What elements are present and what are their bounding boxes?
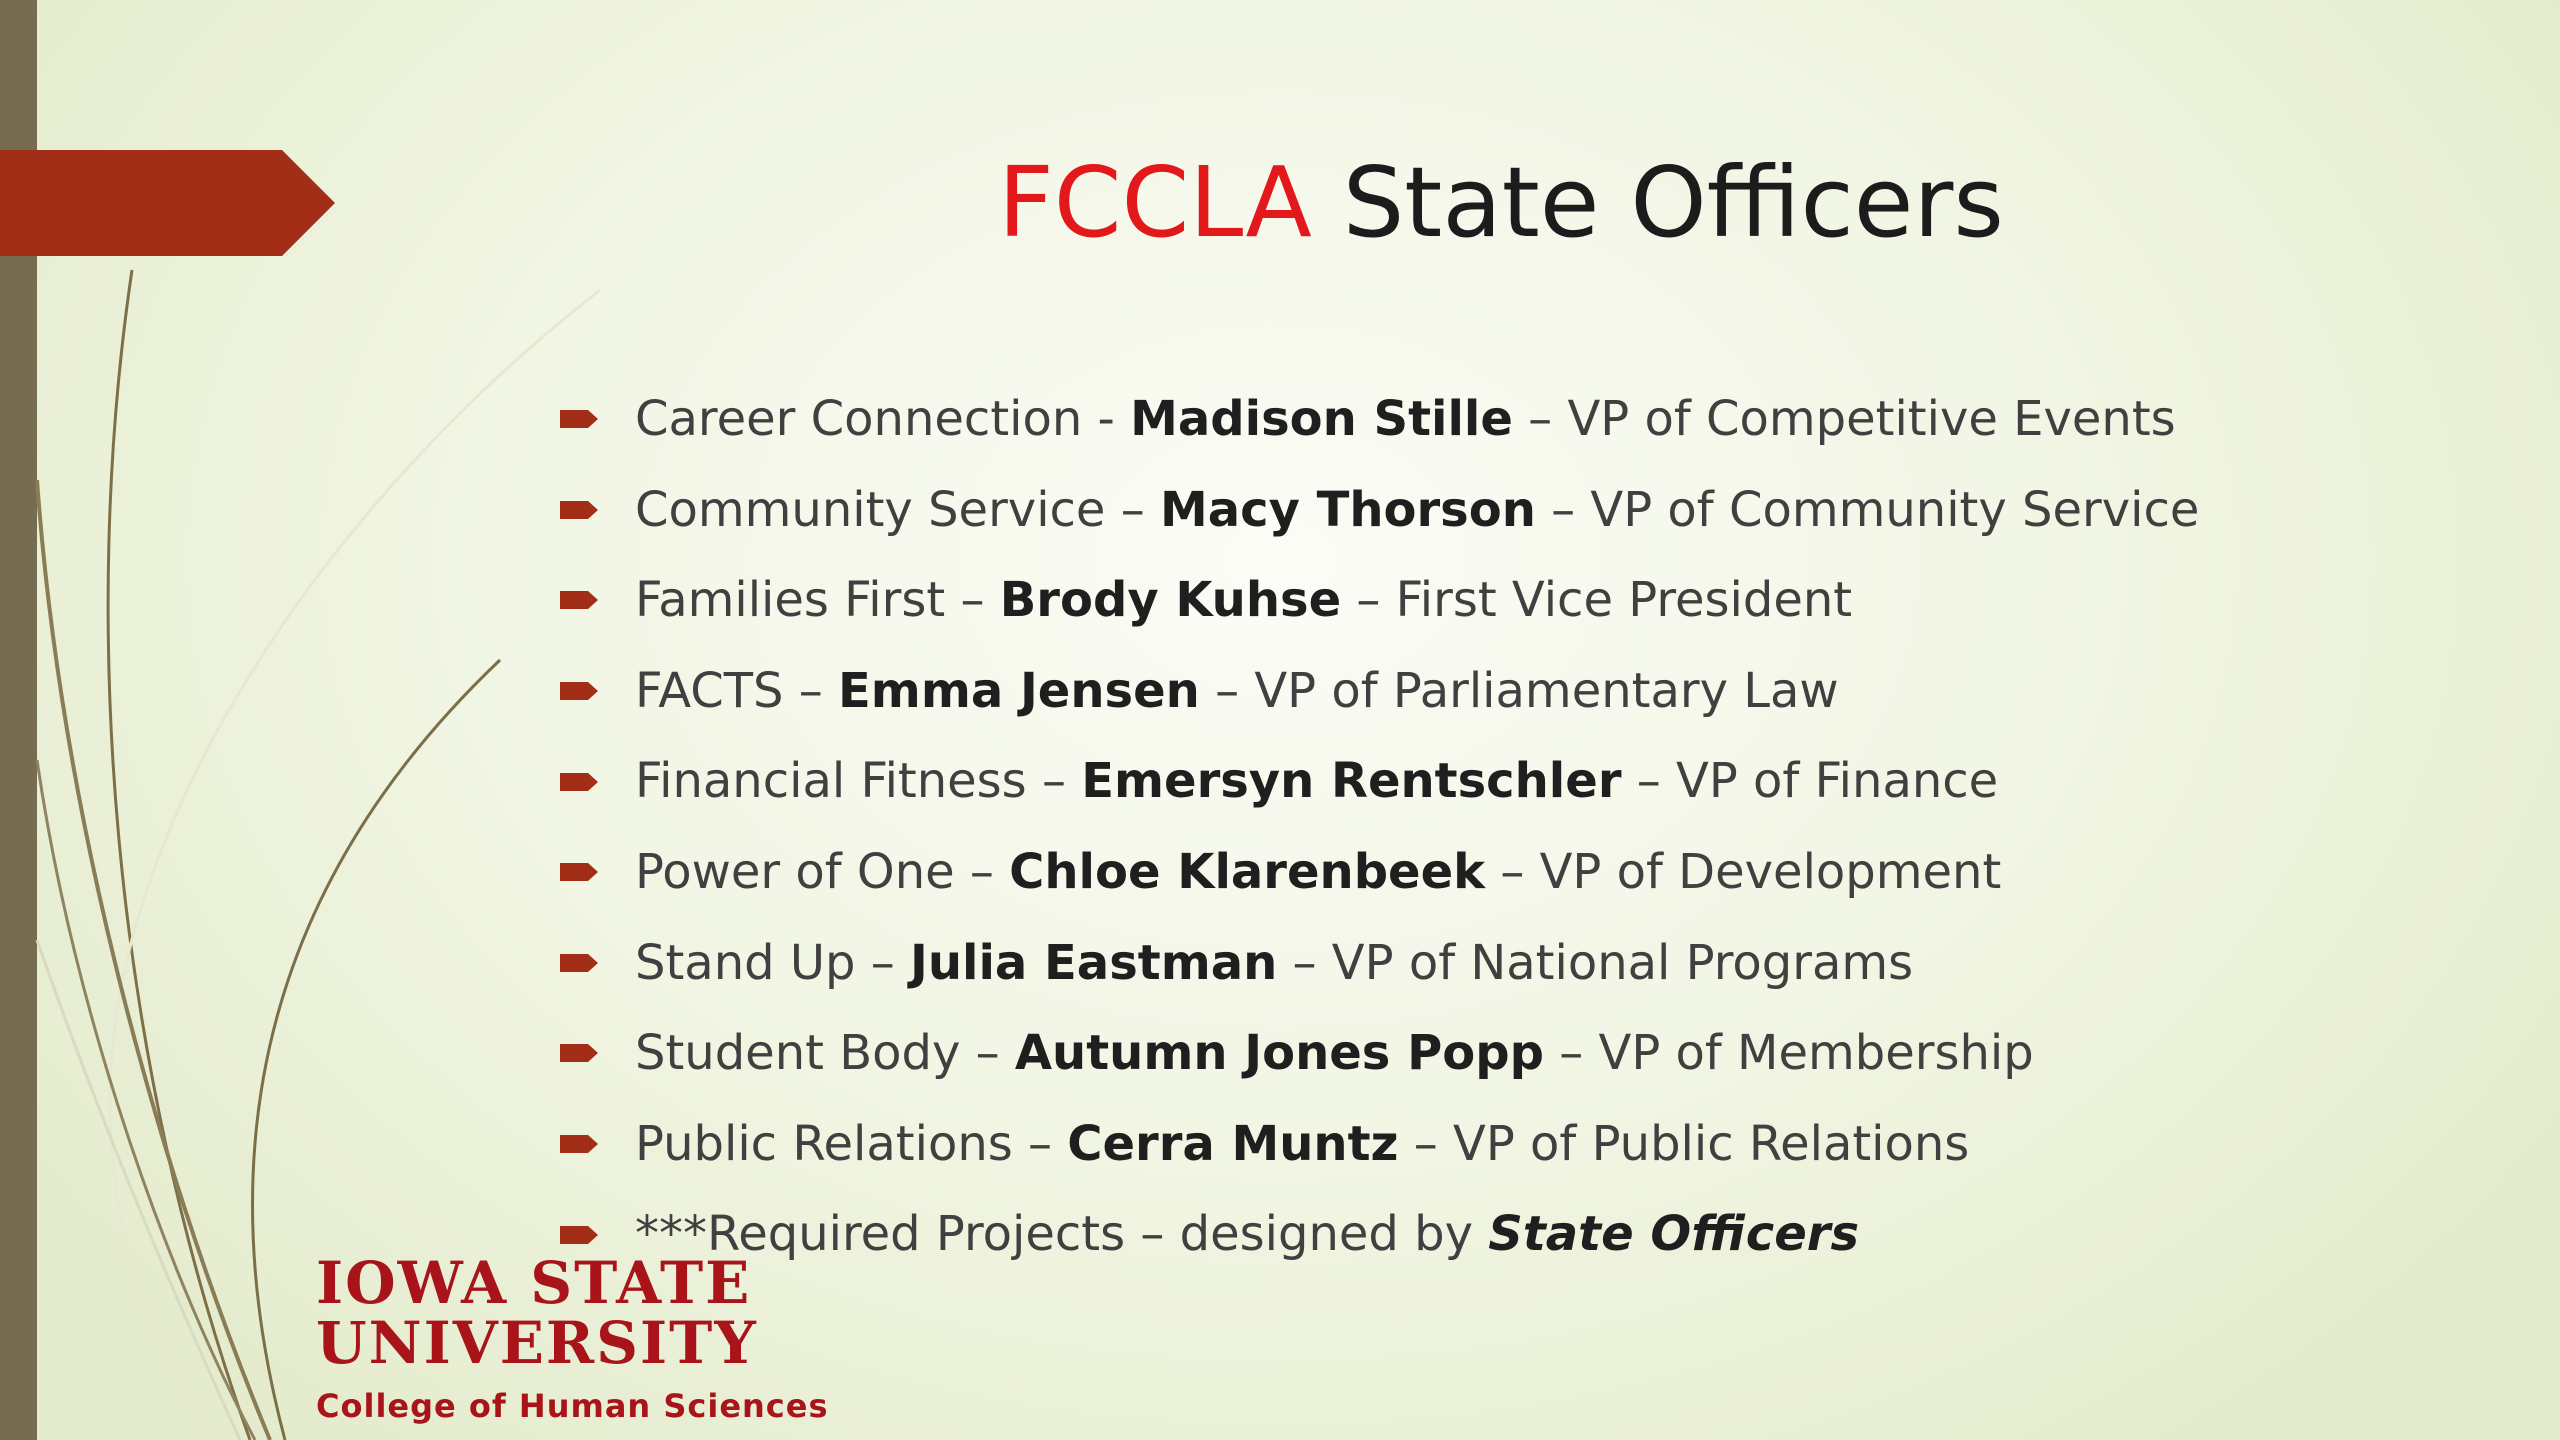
officer-role: – VP of National Programs — [1277, 934, 1914, 991]
program-label: Stand Up – — [635, 934, 910, 991]
arrow-bullet-icon — [560, 952, 600, 974]
logo-line-iowa-state: IOWA STATE — [316, 1249, 752, 1317]
arrow-bullet-icon — [560, 680, 600, 702]
program-label: Community Service – — [635, 481, 1160, 538]
officer-list — [560, 374, 2199, 1280]
officer-role: – VP of Finance — [1621, 753, 1999, 810]
officer-name: Madison Stille — [1130, 391, 1513, 447]
officer-name: Brody Kuhse — [999, 572, 1342, 629]
title-tab-arrow — [0, 150, 335, 256]
list-item — [560, 736, 2199, 827]
arrow-bullet-icon — [560, 408, 600, 430]
university-logo — [316, 1249, 1036, 1426]
list-item — [560, 465, 2199, 556]
officer-role: – First Vice President — [1341, 572, 1853, 629]
arrow-bullet-icon — [560, 499, 600, 521]
officer-role: – VP of Competitive Events — [1512, 391, 2176, 447]
list-item — [560, 1008, 2199, 1099]
officer-name: Autumn Jones Popp — [1014, 1025, 1544, 1082]
title-accent: FCCLA — [998, 146, 1312, 259]
list-item — [560, 646, 2199, 737]
officer-name: Cerra Muntz — [1067, 1115, 1399, 1172]
arrow-bullet-icon — [560, 771, 600, 793]
officer-name: Emma Jensen — [838, 662, 1200, 719]
program-label: FACTS – — [635, 662, 839, 719]
officer-role: – VP of Membership — [1543, 1025, 2034, 1082]
list-item — [560, 555, 2199, 646]
officer-role: – VP of Public Relations — [1398, 1115, 1970, 1172]
program-label: Student Body – — [635, 1025, 1015, 1082]
officer-role: – VP of Development — [1485, 843, 2002, 900]
officer-role: – VP of Community Service — [1535, 481, 2200, 538]
list-item — [560, 1099, 2199, 1190]
program-label: Financial Fitness – — [635, 753, 1082, 810]
list-item — [560, 827, 2199, 918]
title-rest: State Officers — [1311, 146, 2004, 259]
logo-line-college: College of Human Sciences — [316, 1387, 829, 1425]
officer-name: Julia Eastman — [909, 934, 1278, 991]
program-label: Families First – — [635, 572, 1000, 629]
officer-name: Emersyn Rentschler — [1081, 753, 1622, 810]
arrow-bullet-icon — [560, 589, 600, 611]
program-label: Public Relations – — [635, 1115, 1068, 1172]
list-item — [560, 918, 2199, 1009]
officer-role: – VP of Parliamentary Law — [1199, 662, 1839, 719]
list-item — [560, 374, 2199, 465]
officer-name: Chloe Klarenbeek — [1009, 843, 1486, 900]
arrow-bullet-icon — [560, 1133, 600, 1155]
slide-title — [998, 138, 2004, 268]
officer-name: Macy Thorson — [1159, 481, 1536, 538]
logo-line-university: UNIVERSITY — [316, 1309, 758, 1377]
footnote-emphasis: State Officers — [1488, 1206, 1860, 1263]
program-label: Career Connection - — [635, 391, 1131, 447]
footnote-text: ***Required Projects – designed by — [635, 1206, 1489, 1263]
arrow-bullet-icon — [560, 861, 600, 883]
arrow-bullet-icon — [560, 1042, 600, 1064]
arrow-bullet-icon — [560, 1224, 600, 1246]
program-label: Power of One – — [635, 843, 1010, 900]
